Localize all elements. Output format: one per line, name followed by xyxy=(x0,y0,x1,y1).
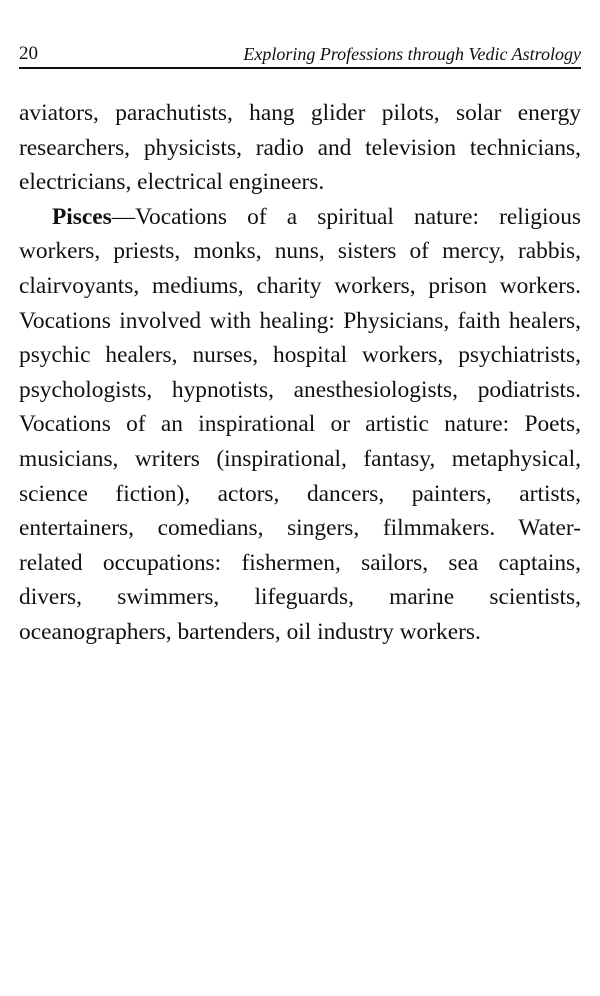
text-line: related occupations: fishermen, sailors, sea captains, xyxy=(19,549,581,576)
text-line: aviators, parachutists, hang glider pilots, solar energy xyxy=(19,100,581,126)
text-line: divers, swimmers, lifeguards, marine scientists, xyxy=(19,584,581,611)
text-line: clairvoyants, mediums, charity workers, prison workers. xyxy=(19,272,581,299)
paragraph-pisces xyxy=(19,200,581,650)
text-line: entertainers, comedians, singers, filmmakers. Water- xyxy=(19,515,581,542)
text-line: science fiction), actors, dancers, painters, artists, xyxy=(19,480,581,507)
pisces-first-line xyxy=(19,200,581,235)
running-head xyxy=(19,40,581,68)
text-line: oceanographers, bartenders, oil industry workers. xyxy=(19,618,481,645)
running-title: Exploring Professions through Vedic Astrology xyxy=(243,44,581,64)
text-line: Vocations of an inspirational or artistic nature: Poets, xyxy=(19,411,581,438)
page-number: 20 xyxy=(19,43,38,64)
text-line: researchers, physicists, radio and television technicians, xyxy=(19,134,581,161)
text-line: psychic healers, nurses, hospital workers, psychiatrists, xyxy=(19,342,581,369)
pisces-first-line-text: —Vocations of a spiritual nature: religious xyxy=(111,203,581,230)
body-text xyxy=(19,96,581,650)
text-line: workers, priests, monks, nuns, sisters of mercy, rabbis, xyxy=(19,238,581,265)
paragraph-aquarius-continuation xyxy=(19,96,581,200)
text-line: musicians, writers (inspirational, fantasy, metaphysical, xyxy=(19,445,581,472)
pisces-heading: Pisces xyxy=(52,203,112,230)
text-line: electricians, electrical engineers. xyxy=(19,169,325,196)
header-rule xyxy=(19,67,581,69)
text-line: psychologists, hypnotists, anesthesiologists, podiatrists. xyxy=(19,376,581,403)
text-line: Vocations involved with healing: Physicians, faith healers, xyxy=(19,307,581,334)
